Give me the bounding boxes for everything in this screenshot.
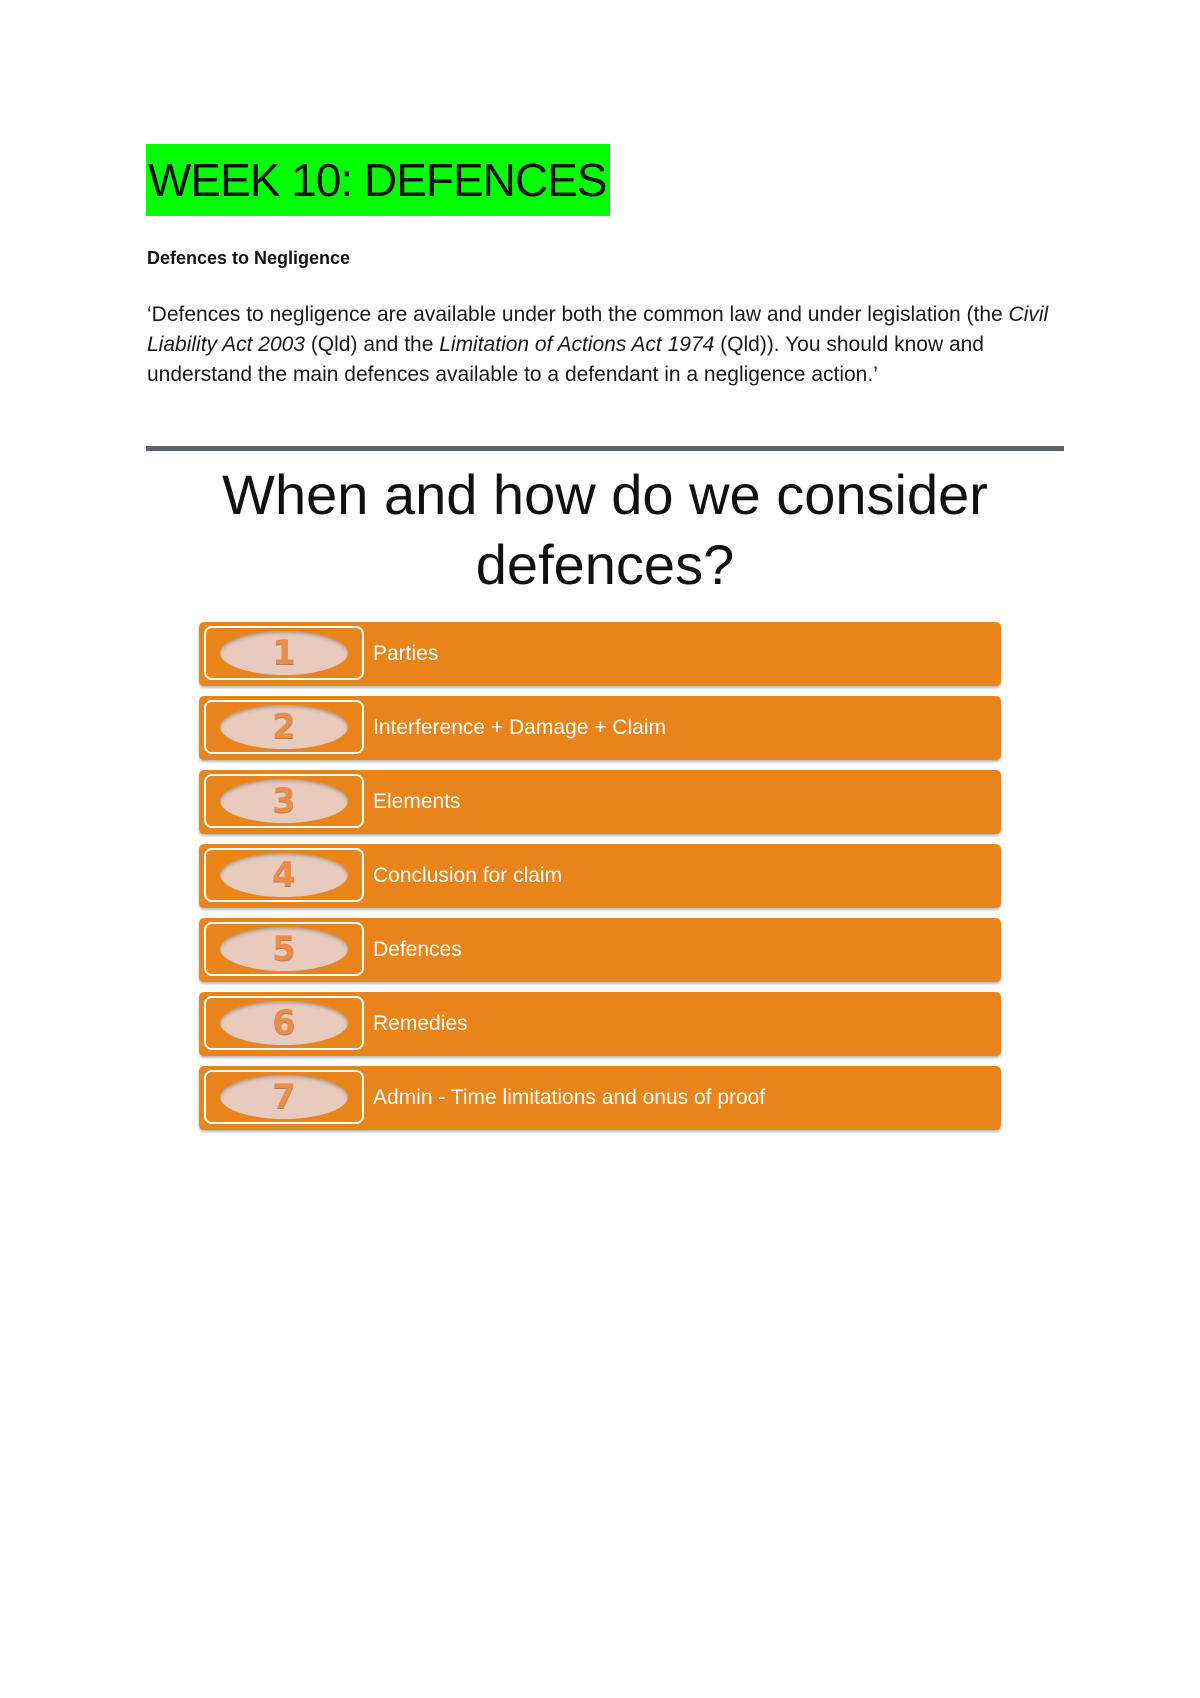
slide-title: When and how do we consider defences? — [222, 463, 988, 596]
step-label: Parties — [373, 642, 439, 665]
intro-text-part-2: (Qld) and the — [304, 333, 440, 356]
step-label: Defences — [373, 938, 462, 961]
intro-text-part-3: (Qld)). You should know and understand the main defences available to a defendant in a negligence action.’ — [147, 333, 984, 386]
step-number-oval — [220, 853, 348, 897]
step-item — [199, 1066, 1001, 1130]
step-item — [199, 844, 1001, 908]
step-number-oval — [220, 1075, 348, 1119]
step-item — [199, 992, 1001, 1056]
step-number: 4 — [272, 855, 296, 895]
section-heading: Defences to Negligence — [147, 248, 351, 268]
step-badge — [204, 1070, 364, 1124]
page-title: WEEK 10: DEFENCES — [146, 144, 610, 216]
act-name-civil-liability: Civil Liability Act 2003 — [147, 303, 1049, 356]
step-number-oval — [220, 927, 348, 971]
intro-text-part-1: ‘Defences to negligence are available under both the common law and under legislation (the — [147, 303, 1009, 326]
step-label: Conclusion for claim — [373, 864, 563, 887]
step-number: 5 — [272, 929, 296, 969]
step-item — [199, 696, 1001, 760]
step-badge — [204, 996, 364, 1050]
steps-list — [199, 622, 1001, 1140]
step-number: 3 — [272, 781, 296, 821]
step-number-oval — [220, 1001, 348, 1045]
step-number-oval — [220, 705, 348, 749]
slide-divider — [146, 446, 1064, 451]
act-name-limitation-of-actions: Limitation of Actions Act 1974 — [439, 333, 715, 356]
step-label: Remedies — [373, 1012, 468, 1035]
step-badge — [204, 774, 364, 828]
step-badge — [204, 848, 364, 902]
step-label: Elements — [373, 790, 461, 813]
step-number: 7 — [272, 1077, 296, 1117]
step-number: 1 — [272, 633, 296, 673]
step-badge — [204, 700, 364, 754]
step-badge — [204, 626, 364, 680]
step-number: 6 — [272, 1003, 296, 1043]
step-label: Interference + Damage + Claim — [373, 716, 666, 739]
step-badge — [204, 922, 364, 976]
step-number: 2 — [272, 707, 296, 747]
step-number-oval — [220, 779, 348, 823]
step-number-oval — [220, 631, 348, 675]
step-item — [199, 770, 1001, 834]
step-item — [199, 918, 1001, 982]
step-item — [199, 622, 1001, 686]
step-label: Admin - Time limitations and onus of proof — [373, 1086, 766, 1109]
intro-paragraph — [147, 300, 1067, 390]
